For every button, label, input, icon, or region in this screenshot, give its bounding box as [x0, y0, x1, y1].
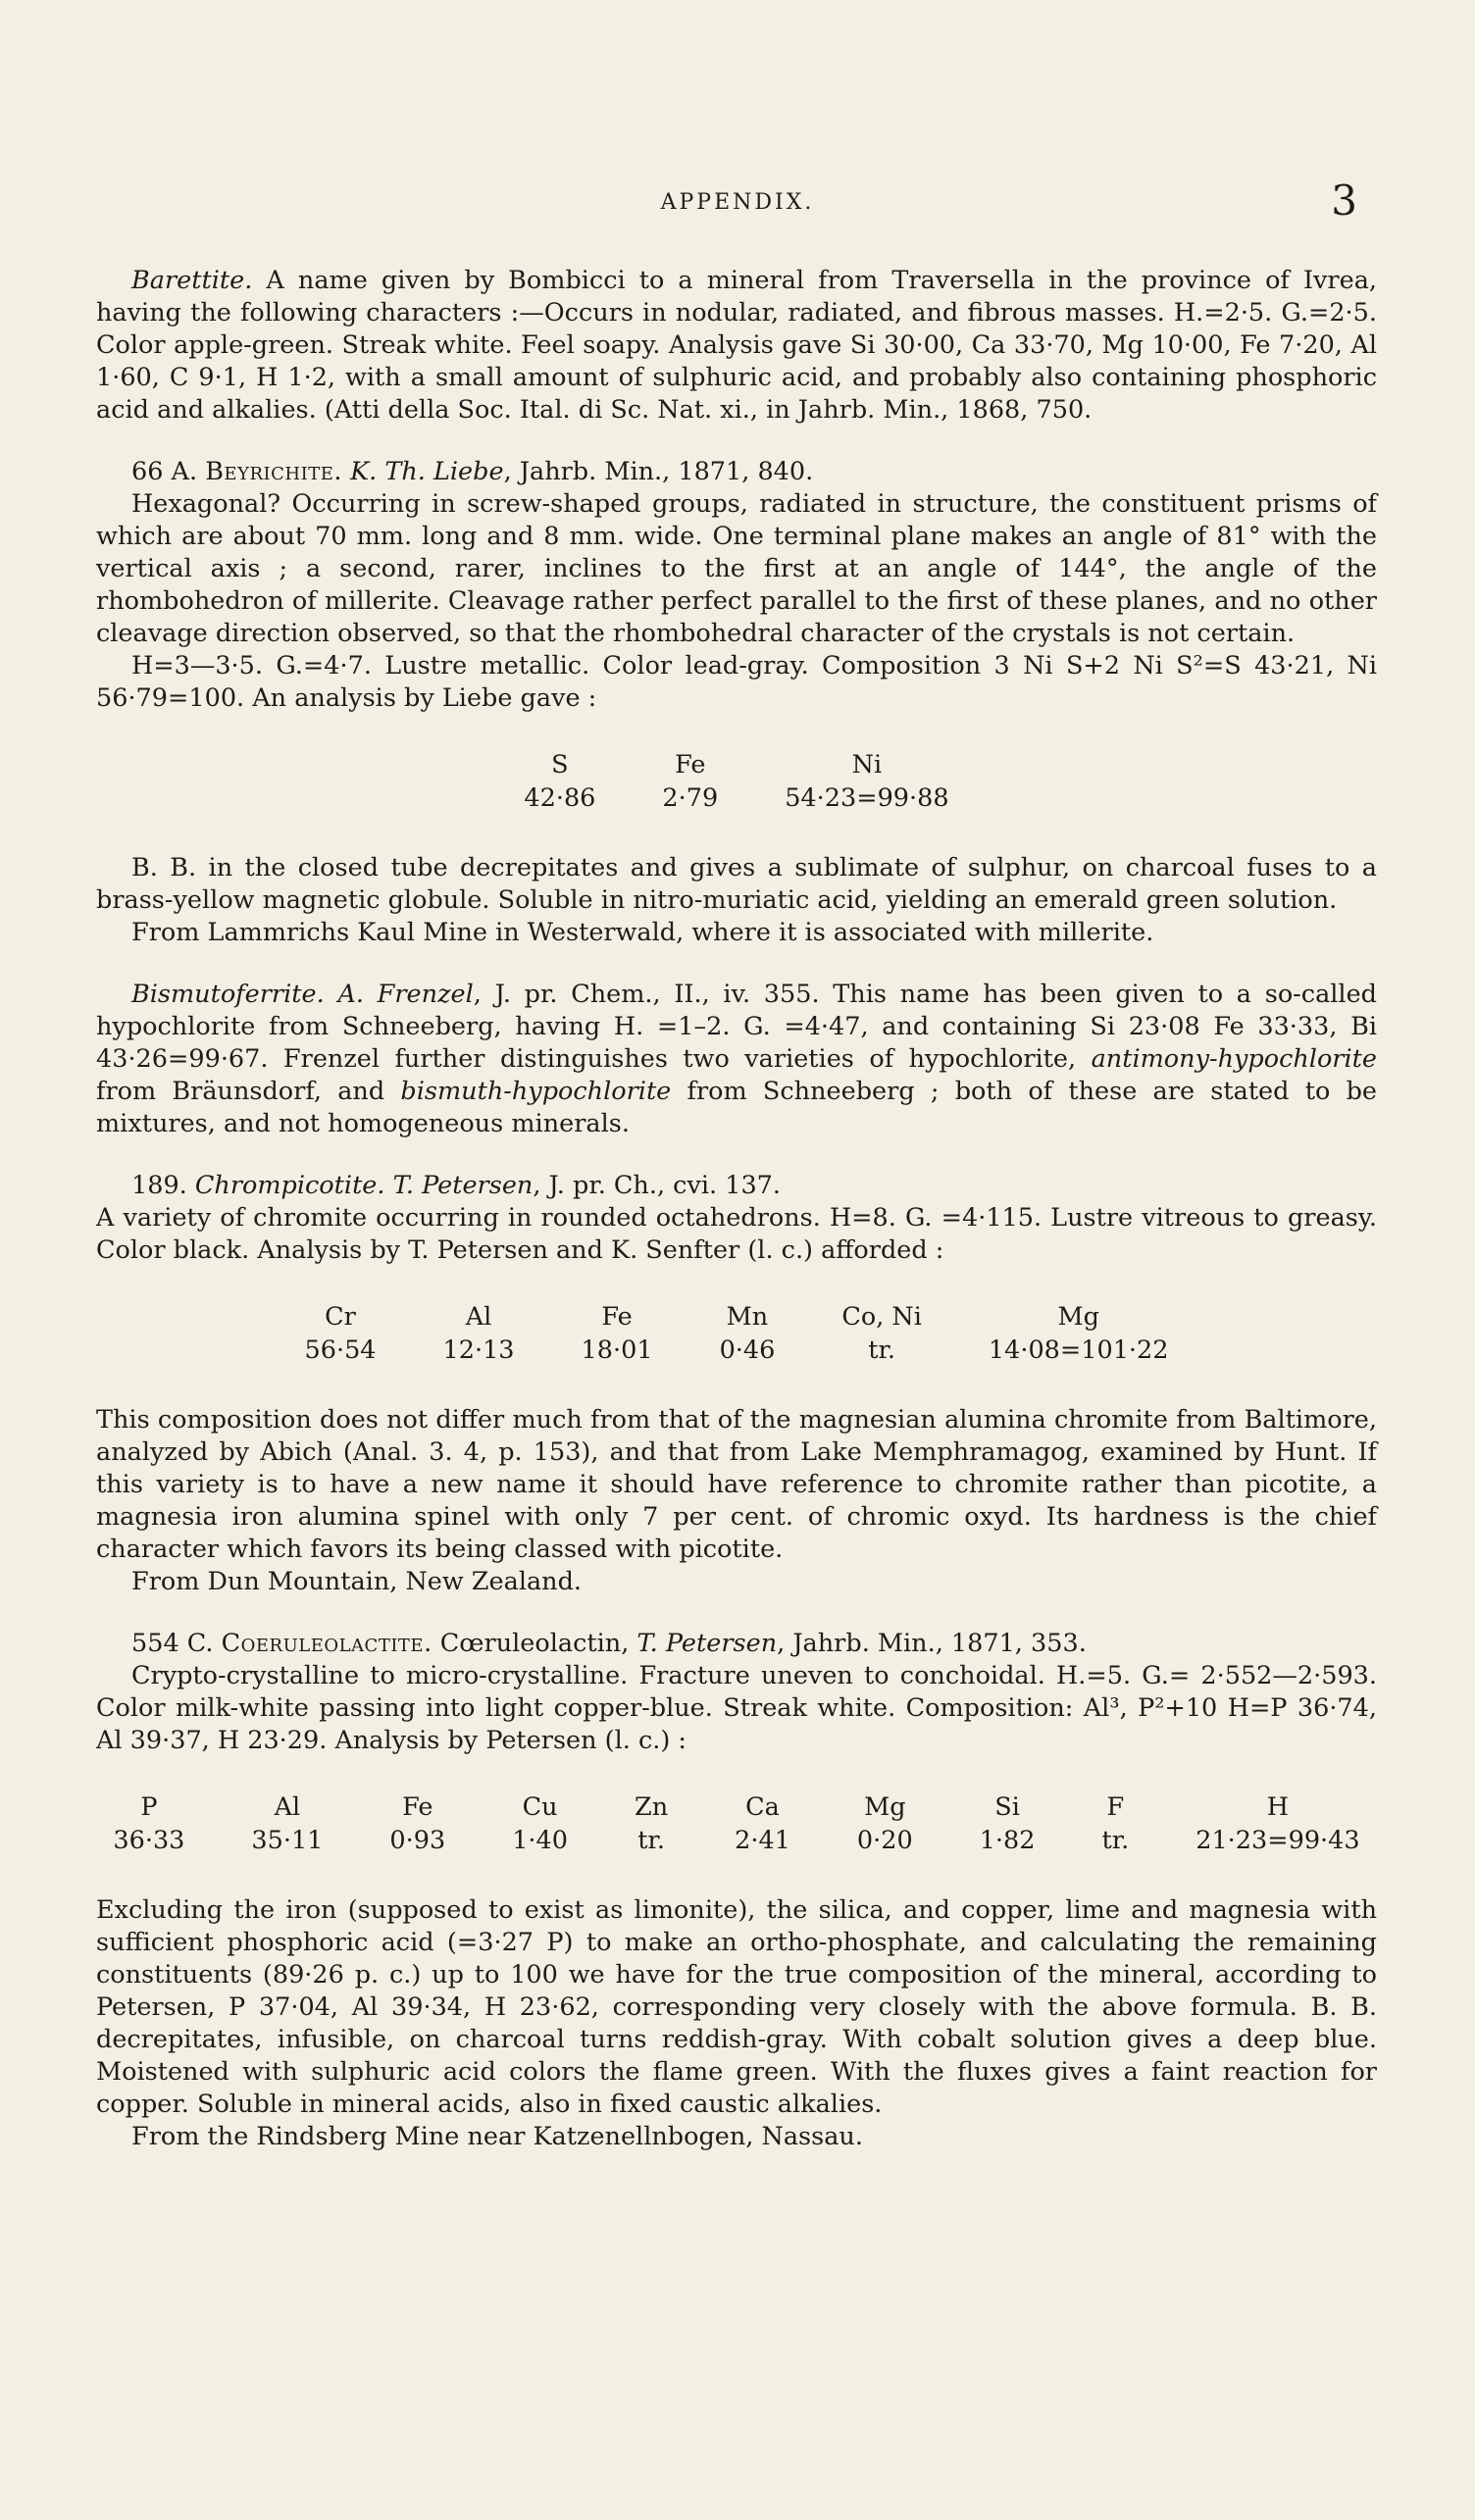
analysis-column [548, 1300, 687, 1367]
entry-paragraph: A variety of chromite occurring in rounded octahedrons. H=8. G. =4·115. Lustre vitreous to greasy. Color black. Analysis by T. Petersen and K. Senfter (l. c.) afforded : [96, 1203, 1377, 1265]
entry-author: A. Frenzel [337, 980, 474, 1009]
analysis-column [946, 1790, 1069, 1857]
entry-bismutoferrite [96, 979, 1377, 1140]
element-symbol: H [1266, 1792, 1290, 1822]
element-symbol: S [551, 750, 569, 780]
entry-name: Beyrichite. [205, 457, 342, 486]
entry-text: A name given by Bombicci to a mineral from Traversella in the province of Ivrea, having the following characters :—Occurs in nodular, radiated, and fibrous masses. H.=2·5. G.=2·5. Color apple-green. Streak white. Feel soapy. Analysis gave Si 30·00, Ca 33·70, Mg 10·00, Fe 7·20, Al 1·60, C 9·1, H 1·2, with a small amount of sulphuric acid, and probably also containing phosphoric acid and alkalies. (Atti della Soc. Ital. di Sc. Nat. xi., in Jahrb. Min., 1868, 750. [96, 266, 1378, 425]
analysis-column [687, 1300, 809, 1367]
element-value: 12·13 [442, 1336, 515, 1365]
entry-paragraph: Crypto-crystalline to micro-crystalline. Fracture uneven to conchoidal. H.=5. G.= 2·552—2·593. Color milk-white passing into light copper-blue. Streak white. Composition: Al³, P²+10 H=P 36·74, Al 39·37, H 23·29. Analysis by Petersen (l. c.) : [96, 1661, 1377, 1755]
element-value: 1·40 [512, 1826, 568, 1855]
element-symbol: P [140, 1792, 158, 1822]
analysis-column [356, 1790, 479, 1857]
entry-coeruleolactite [96, 1628, 1377, 2153]
element-symbol: Ca [745, 1792, 780, 1822]
element-symbol: Mg [864, 1792, 906, 1822]
analysis-column [410, 1300, 548, 1367]
analysis-table [96, 748, 1377, 815]
entry-author: T. Petersen [392, 1171, 534, 1200]
element-value: 56·54 [304, 1336, 377, 1365]
entry-reference: , J. pr. Ch., cvi. 137. [533, 1171, 781, 1200]
element-symbol: Cu [522, 1792, 558, 1822]
element-symbol: Al [274, 1792, 301, 1822]
variety-name: antimony-hypochlorite [1091, 1044, 1377, 1074]
entry-paragraph: From the Rindsberg Mine near Katzenellnbogen, Nassau. [131, 2122, 863, 2151]
element-value: 14·08=101·22 [988, 1336, 1169, 1365]
element-symbol: Mg [1057, 1302, 1099, 1332]
element-value: 1·82 [979, 1826, 1036, 1855]
entry-paragraph: H=3—3·5. G.=4·7. Lustre metallic. Color lead-gray. Composition 3 Ni S+2 Ni S²=S 43·21, Ni 56·79=100. An analysis by Liebe gave : [96, 651, 1377, 713]
element-symbol: Ni [851, 750, 883, 780]
analysis-table [96, 1300, 1377, 1367]
entry-paragraph: From Dun Mountain, New Zealand. [131, 1567, 583, 1596]
element-value: 2·79 [662, 783, 719, 813]
element-symbol: Fe [675, 750, 706, 780]
analysis-column [479, 1790, 601, 1857]
element-value: 18·01 [581, 1336, 653, 1365]
element-value: 36·33 [113, 1826, 185, 1855]
entry-reference: , Jahrb. Min., 1871, 840. [503, 457, 814, 486]
analysis-table [96, 1790, 1377, 1857]
analysis-column [490, 748, 629, 815]
element-symbol: Co, Ni [841, 1302, 922, 1332]
analysis-column [1162, 1790, 1393, 1857]
element-value: tr. [868, 1336, 895, 1365]
analysis-column [629, 748, 751, 815]
element-symbol: Fe [402, 1792, 433, 1822]
analysis-column [824, 1790, 946, 1857]
element-symbol: F [1106, 1792, 1125, 1822]
element-symbol: Si [994, 1792, 1020, 1822]
entry-text: Cœruleolactin, [432, 1629, 637, 1658]
entry-paragraph: This composition does not differ much from that of the magnesian alumina chromite from Baltimore, analyzed by Abich (Anal. 3. 4, p. 153), and that from Lake Memphramagog, examined by Hunt. If this variety is to have a new name it should have reference to chromite rather than picotite, a magnesia iron alumina spinel with only 7 per cent. of chromic oxyd. Its hardness is the chief character which favors its being classed with picotite. [96, 1405, 1377, 1564]
variety-name: bismuth-hypochlorite [400, 1077, 672, 1106]
analysis-column [218, 1790, 356, 1857]
page-header [0, 176, 1475, 233]
entry-name: Barettite. [131, 266, 253, 295]
entry-paragraph: Hexagonal? Occurring in screw-shaped groups, radiated in structure, the constituent prisms of which are about 70 mm. long and 8 mm. wide. One terminal plane makes an angle of 81° with the vertical axis ; a second, rarer, inclines to the first at an angle of 144°, the angle of the rhombohedron of millerite. Cleavage rather perfect parallel to the first of these planes, and no other cleavage direction observed, so that the rhombohedral character of the crystals is not certain. [96, 489, 1377, 648]
analysis-column [79, 1790, 218, 1857]
analysis-column [272, 1300, 410, 1367]
entry-number: 554 C. [131, 1629, 214, 1658]
element-value: 0·93 [389, 1826, 446, 1855]
entry-name: Bismutoferrite. [131, 980, 325, 1009]
element-value: 35·11 [251, 1826, 324, 1855]
element-value: 21·23=99·43 [1195, 1826, 1360, 1855]
element-symbol: Al [465, 1302, 492, 1332]
entry-number: 189. [131, 1171, 187, 1200]
entry-paragraph: From Lammrichs Kaul Mine in Westerwald, where it is associated with millerite. [131, 918, 1154, 947]
entry-name: Chrompicotite. [194, 1171, 385, 1200]
analysis-column [601, 1790, 701, 1857]
entry-text: , J. pr. Chem., II., iv. 355. This name has been given to a so-called hypochlorite from Schneeberg, having H. =1–2. G. =4·47, and containing Si 23·08 Fe 33·33, Bi 43·26=99·67. Frenzel further distinguishes two varieties of hypochlorite, [96, 980, 1377, 1074]
element-value: 0·46 [719, 1336, 776, 1365]
element-symbol: Zn [634, 1792, 669, 1822]
entry-text: from Schneeberg ; both of these are stated to be mixtures, and not homogeneous minerals. [96, 1077, 1377, 1138]
element-value: tr. [637, 1826, 665, 1855]
element-value: 54·23=99·88 [785, 783, 949, 813]
element-symbol: Fe [601, 1302, 633, 1332]
entry-author: T. Petersen [636, 1629, 778, 1658]
element-value: 42·86 [524, 783, 596, 813]
entry-number: 66 A. [131, 457, 198, 486]
entry-text: from Bräunsdorf, and [96, 1077, 401, 1106]
entry-barettite [96, 265, 1377, 427]
entry-beyrichite [96, 456, 1377, 949]
entry-chrompicotite [96, 1170, 1377, 1598]
entry-paragraph: B. B. in the closed tube decrepitates and gives a sublimate of sulphur, on charcoal fuses to a brass-yellow magnetic globule. Soluble in nitro-muriatic acid, yielding an emerald green solution. [96, 853, 1377, 915]
analysis-column [751, 748, 982, 815]
entry-author: K. Th. Liebe [350, 457, 504, 486]
entry-reference: , Jahrb. Min., 1871, 353. [777, 1629, 1087, 1658]
element-value: 0·20 [856, 1826, 913, 1855]
element-symbol: Mn [726, 1302, 769, 1332]
entry-name: Coeruleolactite. [221, 1629, 432, 1658]
analysis-column [955, 1300, 1202, 1367]
analysis-column [808, 1300, 955, 1367]
entry-paragraph: Excluding the iron (supposed to exist as limonite), the silica, and copper, lime and magnesia with sufficient phosphoric acid (=3·27 P) to make an ortho-phosphate, and calculating the remaining constituents (89·26 p. c.) up to 100 we have for the true composition of the mineral, according to Petersen, P 37·04, Al 39·34, H 23·62, corresponding very closely with the above formula. B. B. decrepitates, infusible, on charcoal turns reddish-gray. With cobalt solution gives a deep blue. Moistened with sulphuric acid colors the flame green. With the fluxes gives a faint reaction for copper. Soluble in mineral acids, also in fixed caustic alkalies. [96, 1895, 1377, 2119]
page-body [96, 265, 1377, 2183]
element-value: 2·41 [735, 1826, 790, 1855]
running-head: APPENDIX. [660, 190, 815, 215]
analysis-column [1068, 1790, 1162, 1857]
element-value: tr. [1101, 1826, 1130, 1855]
element-symbol: Cr [325, 1302, 356, 1332]
analysis-column [701, 1790, 824, 1857]
page-number: 3 [1331, 176, 1357, 225]
